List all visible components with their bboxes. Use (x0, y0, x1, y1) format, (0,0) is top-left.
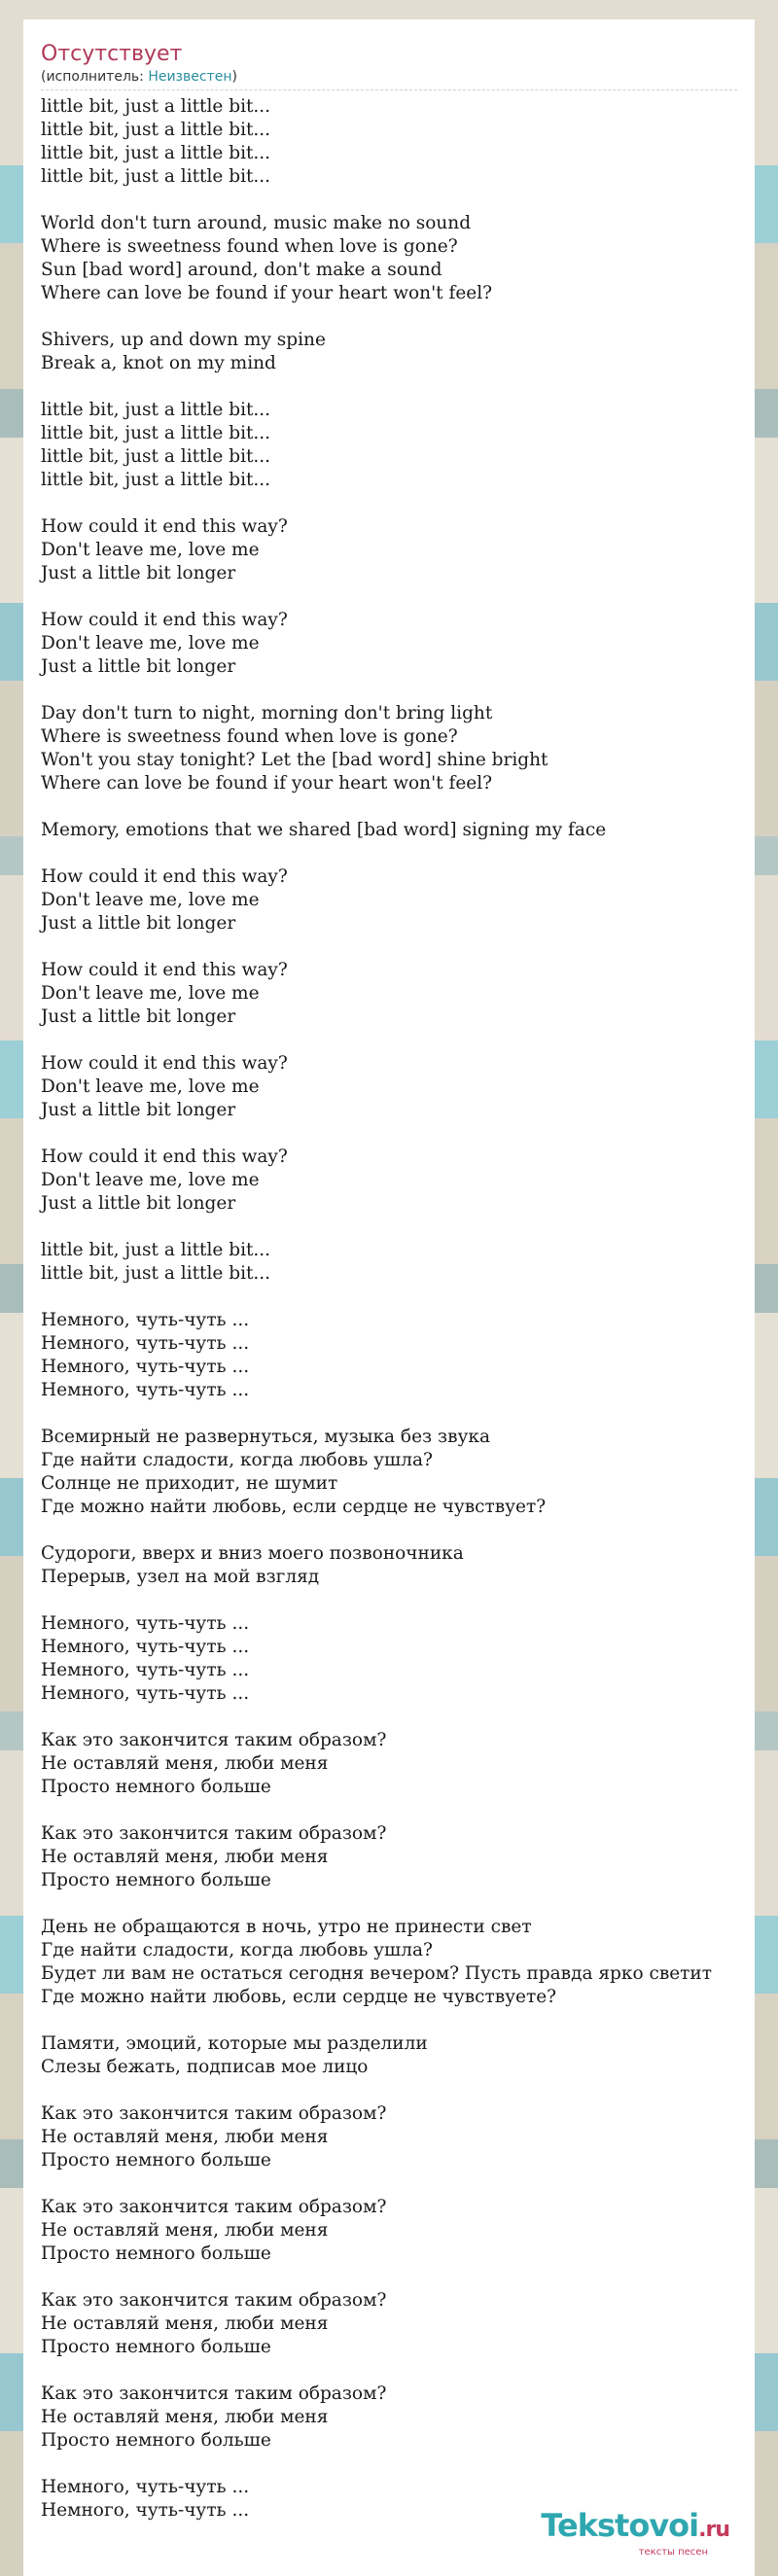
lyric-line: Where is sweetness found when love is gone? (41, 236, 458, 257)
lyric-line: Судороги, вверх и вниз моего позвоночника (41, 1543, 464, 1564)
lyric-line: little bit, just a little bit... (41, 470, 271, 490)
lyric-line: Don't leave me, love me (41, 983, 260, 1004)
artist-link[interactable]: Неизвестен (148, 69, 232, 85)
stanza (41, 2196, 760, 2266)
lyric-line: Немного, чуть-чуть ... (41, 2500, 250, 2521)
lyric-line: Где найти сладости, когда любовь ушла? (41, 1940, 433, 1960)
site-logo[interactable] (541, 2509, 729, 2558)
stanza (41, 702, 760, 795)
stanza (41, 819, 760, 842)
stanza (41, 2102, 760, 2172)
stanza (41, 1612, 760, 1706)
lyric-line: Won't you stay tonight? Let the [bad word] shine bright (41, 750, 548, 770)
logo-wordmark (541, 2509, 729, 2547)
lyric-line: Don't leave me, love me (41, 890, 260, 910)
lyric-line: Day don't turn to night, morning don't bring light (41, 703, 493, 723)
lyric-line: Немного, чуть-чуть ... (41, 1613, 250, 1634)
lyric-line: Немного, чуть-чуть ... (41, 2477, 250, 2497)
lyric-line: How could it end this way? (41, 960, 288, 980)
lyric-line: Where can love be found if your heart won't feel? (41, 283, 493, 303)
song-title: Отсутствует (41, 42, 183, 66)
subtitle-prefix: (исполнитель: (41, 69, 149, 85)
logo-name: Tekstovoi (541, 2507, 699, 2544)
lyric-line: little bit, just a little bit... (41, 96, 271, 117)
lyric-line: Где можно найти любовь, если сердце не чувствуете? (41, 1987, 557, 2007)
lyric-line: Просто немного больше (41, 2150, 271, 2170)
lyric-line: Just a little bit longer (41, 1006, 236, 1027)
lyric-line: Sun [bad word] around, don't make a sound (41, 260, 442, 280)
lyric-line: Немного, чуть-чуть ... (41, 1637, 250, 1657)
lyrics-panel (23, 19, 755, 2576)
lyric-line: How could it end this way? (41, 610, 288, 630)
stanza (41, 1146, 760, 1216)
lyric-line: little bit, just a little bit... (41, 446, 271, 467)
lyric-line: Don't leave me, love me (41, 1170, 260, 1190)
lyric-line: Просто немного больше (41, 2243, 271, 2264)
lyric-line: Как это закончится таким образом? (41, 1823, 387, 1844)
stanza (41, 1542, 760, 1589)
stanza (41, 1309, 760, 1402)
stanza (41, 2032, 760, 2079)
lyric-line: Не оставляй меня, люби меня (41, 2220, 329, 2241)
lyric-line: Just a little bit longer (41, 913, 236, 934)
lyric-line: How could it end this way? (41, 1147, 288, 1167)
lyric-line: Just a little bit longer (41, 656, 236, 677)
song-subtitle (41, 68, 737, 86)
stanza (41, 329, 760, 375)
stanza (41, 1426, 760, 1519)
lyric-line: Где найти сладости, когда любовь ушла? (41, 1450, 433, 1470)
lyric-line: Where is sweetness found when love is gone? (41, 726, 458, 747)
lyric-line: Немного, чуть-чуть ... (41, 1333, 250, 1354)
lyric-line: Just a little bit longer (41, 1100, 236, 1120)
lyric-line: How could it end this way? (41, 866, 288, 887)
lyric-line: Just a little bit longer (41, 1193, 236, 1214)
stanza (41, 959, 760, 1029)
stanza (41, 1916, 760, 2009)
stanza (41, 2382, 760, 2452)
lyric-line: little bit, just a little bit... (41, 1240, 271, 1260)
stanza (41, 515, 760, 585)
lyric-line: little bit, just a little bit... (41, 166, 271, 187)
lyric-line: Don't leave me, love me (41, 540, 260, 560)
stanza (41, 865, 760, 935)
lyric-line: Просто немного больше (41, 1870, 271, 1890)
lyric-line: Как это закончится таким образом? (41, 2290, 387, 2311)
lyric-line: Memory, emotions that we shared [bad word] signing my face (41, 820, 607, 840)
lyric-line: Break a, knot on my mind (41, 353, 276, 373)
lyric-line: Немного, чуть-чуть ... (41, 1380, 250, 1400)
lyric-line: Как это закончится таким образом? (41, 2197, 387, 2217)
stanza (41, 1822, 760, 1892)
lyric-line: Не оставляй меня, люби меня (41, 1753, 329, 1774)
lyric-line: How could it end this way? (41, 1053, 288, 1074)
stanza (41, 1052, 760, 1122)
logo-tld: .ru (698, 2518, 729, 2542)
lyric-line: Просто немного больше (41, 2337, 271, 2357)
lyric-line: Немного, чуть-чуть ... (41, 1683, 250, 1704)
lyric-line: Shivers, up and down my spine (41, 330, 326, 350)
lyric-line: Don't leave me, love me (41, 633, 260, 653)
lyric-line: Немного, чуть-чуть ... (41, 1357, 250, 1377)
lyric-line: Просто немного больше (41, 1777, 271, 1797)
lyric-line: Как это закончится таким образом? (41, 2103, 387, 2124)
lyric-line: Просто немного больше (41, 2430, 271, 2451)
song-header (41, 41, 737, 90)
lyric-line: Всемирный не развернуться, музыка без звука (41, 1427, 490, 1447)
lyric-line: Немного, чуть-чуть ... (41, 1310, 250, 1330)
lyric-line: World don't turn around, music make no sound (41, 213, 472, 233)
lyric-line: Памяти, эмоций, которые мы разделили (41, 2033, 428, 2054)
stanza (41, 399, 760, 492)
lyric-line: Перерыв, узел на мой взгляд (41, 1567, 320, 1587)
stanza (41, 1239, 760, 1286)
lyric-line: Слезы бежать, подписав мое лицо (41, 2057, 369, 2077)
lyric-line: Как это закончится таким образом? (41, 1730, 387, 1750)
lyric-line: Не оставляй меня, люби меня (41, 2313, 329, 2334)
stanza (41, 609, 760, 679)
lyric-line: Just a little bit longer (41, 563, 236, 583)
lyric-line: little bit, just a little bit... (41, 143, 271, 163)
lyric-line: Будет ли вам не остаться сегодня вечером? Пусть правда ярко светит (41, 1963, 712, 1984)
lyric-line: little bit, just a little bit... (41, 120, 271, 140)
lyric-line: little bit, just a little bit... (41, 423, 271, 443)
subtitle-suffix: ) (231, 69, 237, 85)
stanza (41, 2289, 760, 2359)
lyric-line: День не обращаются в ночь, утро не принести свет (41, 1917, 532, 1937)
lyric-line: little bit, just a little bit... (41, 1263, 271, 1284)
lyric-line: Как это закончится таким образом? (41, 2383, 387, 2404)
lyric-line: little bit, just a little bit... (41, 400, 271, 420)
lyric-line: Не оставляй меня, люби меня (41, 1847, 329, 1867)
lyric-line: Не оставляй меня, люби меня (41, 2407, 329, 2427)
lyric-line: How could it end this way? (41, 516, 288, 537)
lyric-line: Не оставляй меня, люби меня (41, 2127, 329, 2147)
lyric-line: Don't leave me, love me (41, 1076, 260, 1097)
lyric-line: Где можно найти любовь, если сердце не чувствует? (41, 1497, 547, 1517)
stanza (41, 95, 760, 189)
lyric-line: Солнце не приходит, не шумит (41, 1473, 338, 1494)
lyrics-text (41, 95, 760, 2546)
logo-tagline: тексты песен (638, 2547, 708, 2558)
stanza (41, 212, 760, 305)
lyric-line: Немного, чуть-чуть ... (41, 1660, 250, 1680)
stanza (41, 1729, 760, 1799)
lyric-line: Where can love be found if your heart won't feel? (41, 773, 493, 794)
